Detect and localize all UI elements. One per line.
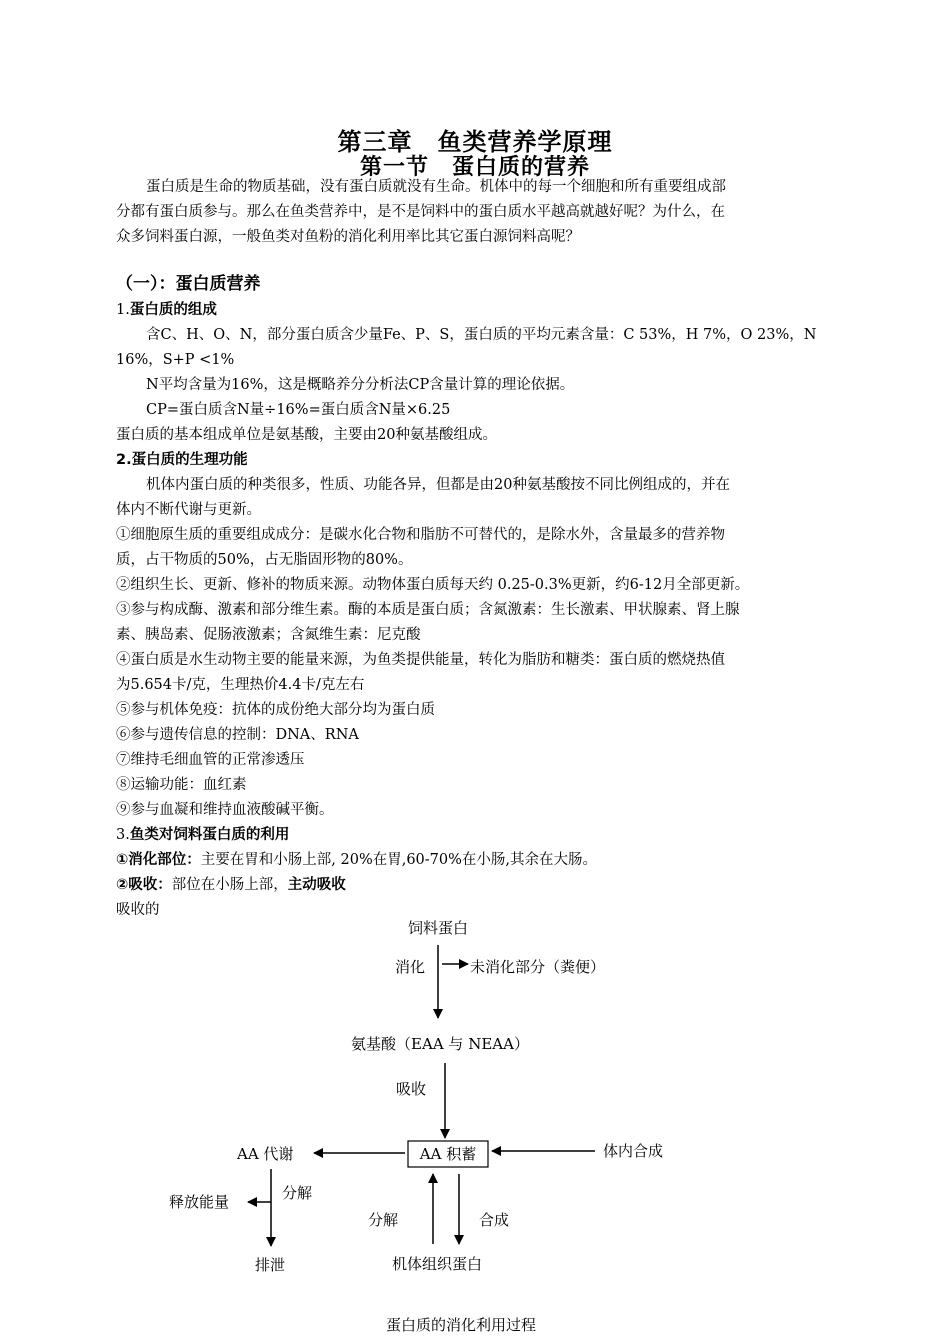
function-line: ③参与构成酶、激素和部分维生素。酶的本质是蛋白质；含氮激素：生长激素、甲状腺素、肾上腺	[116, 602, 740, 618]
function-line: ①细胞原生质的重要组成成分：是碳水化合物和脂肪不可替代的，是除水外，含量最多的营养物	[116, 527, 725, 543]
function-line: 为5.654卡/克，生理热价4.4卡/克左右	[116, 677, 365, 693]
node-aa-pool: AA 积蓄	[419, 1145, 477, 1163]
function-line: ④蛋白质是水生动物主要的能量来源，为鱼类提供能量，转化为脂肪和糖类：蛋白质的燃烧热值	[116, 652, 725, 668]
function-line: ⑤参与机体免疫：抗体的成份绝大部分均为蛋白质	[116, 702, 435, 718]
label-digest: 消化	[395, 958, 426, 976]
absorption-label: ②吸收：	[116, 877, 172, 893]
diagram-caption: 蛋白质的消化利用过程	[385, 1316, 537, 1334]
digestion-text: 主要在胃和小肠上部, 20%在胃,60-70%在小肠,其余在大肠。	[200, 852, 598, 868]
cut-off-line: 吸收的	[116, 902, 160, 918]
node-aa-metabolism: AA 代谢	[237, 1145, 294, 1163]
function-line: ⑥参与遗传信息的控制：DNA、RNA	[116, 727, 359, 743]
function-line: ⑧运输功能：血红素	[116, 777, 247, 793]
function-line: ②组织生长、更新、修补的物质来源。动物体蛋白质每天约 0.25-0.3%更新，约6-12月全部更新。	[116, 577, 750, 593]
node-release-energy: 释放能量	[169, 1193, 230, 1211]
node-tissue-protein: 机体组织蛋白	[391, 1255, 483, 1273]
function-line: ⑦维持毛细血管的正常渗透压	[116, 752, 305, 768]
heading-text: 鱼类对饲料蛋白质的利用	[129, 827, 290, 843]
section-heading-text: （一）：蛋白质营养	[116, 274, 261, 294]
function-line: ⑨参与血凝和维持血液酸碱平衡。	[116, 802, 334, 818]
label-synthesize: 合成	[479, 1211, 510, 1229]
node-body-synthesis: 体内合成	[603, 1142, 664, 1160]
heading-text: 蛋白质的组成	[129, 302, 217, 318]
chapter-title: 第三章 鱼类营养学原理	[337, 127, 613, 156]
functions-intro-line: 体内不断代谢与更新。	[116, 502, 261, 518]
section-title: 第一节 蛋白质的营养	[359, 154, 590, 180]
intro-line: 众多饲料蛋白源，一般鱼类对鱼粉的消化利用率比其它蛋白源饲料高呢？	[116, 229, 580, 245]
label-decompose-2: 分解	[368, 1211, 399, 1229]
node-amino-acids: 氨基酸（EAA 与 NEAA）	[351, 1035, 529, 1053]
intro-line: 蛋白质是生命的物质基础，没有蛋白质就没有生命。机体中的每一个细胞和所有重要组成部	[146, 179, 726, 195]
functions-intro-line: 机体内蛋白质的种类很多，性质、功能各异，但都是由20种氨基酸按不同比例组成的，并在	[146, 477, 730, 493]
composition-line: CP=蛋白质含N量÷16%=蛋白质含N量×6.25	[146, 402, 451, 418]
label-absorb: 吸收	[396, 1080, 427, 1098]
composition-line: 16%，S+P <1%	[116, 352, 235, 368]
node-excrete: 排泄	[255, 1256, 286, 1274]
composition-line: 蛋白质的基本组成单位是氨基酸，主要由20种氨基酸组成。	[116, 427, 497, 443]
label-decompose-1: 分解	[282, 1184, 313, 1202]
intro-line: 分都有蛋白质参与。那么在鱼类营养中，是不是饲料中的蛋白质水平越高就越好呢？为什么，在	[116, 204, 725, 220]
absorption-emphasis: 主动吸收	[287, 877, 346, 893]
function-line: 素、胰岛素、促肠液激素；含氮维生素：尼克酸	[116, 627, 421, 643]
composition-line: N平均含量为16%，这是概略养分分析法CP含量计算的理论依据。	[146, 377, 575, 393]
heading-number: 1.	[116, 302, 130, 318]
function-line: 质，占干物质的50%，占无脂固形物的80%。	[116, 552, 413, 568]
heading-functions: 2.蛋白质的生理功能	[116, 452, 248, 468]
absorption-text: 部位在小肠上部，	[171, 877, 288, 893]
node-undigested: 未消化部分（粪便）	[470, 958, 606, 976]
digestion-label: ①消化部位：	[116, 852, 201, 868]
heading-number: 3.	[116, 827, 130, 843]
node-feed-protein: 饲料蛋白	[407, 919, 469, 937]
composition-line: 含C、H、O、N，部分蛋白质含少量Fe、P、S，蛋白质的平均元素含量：C 53%，H 7%，O 23%，N	[146, 327, 817, 343]
